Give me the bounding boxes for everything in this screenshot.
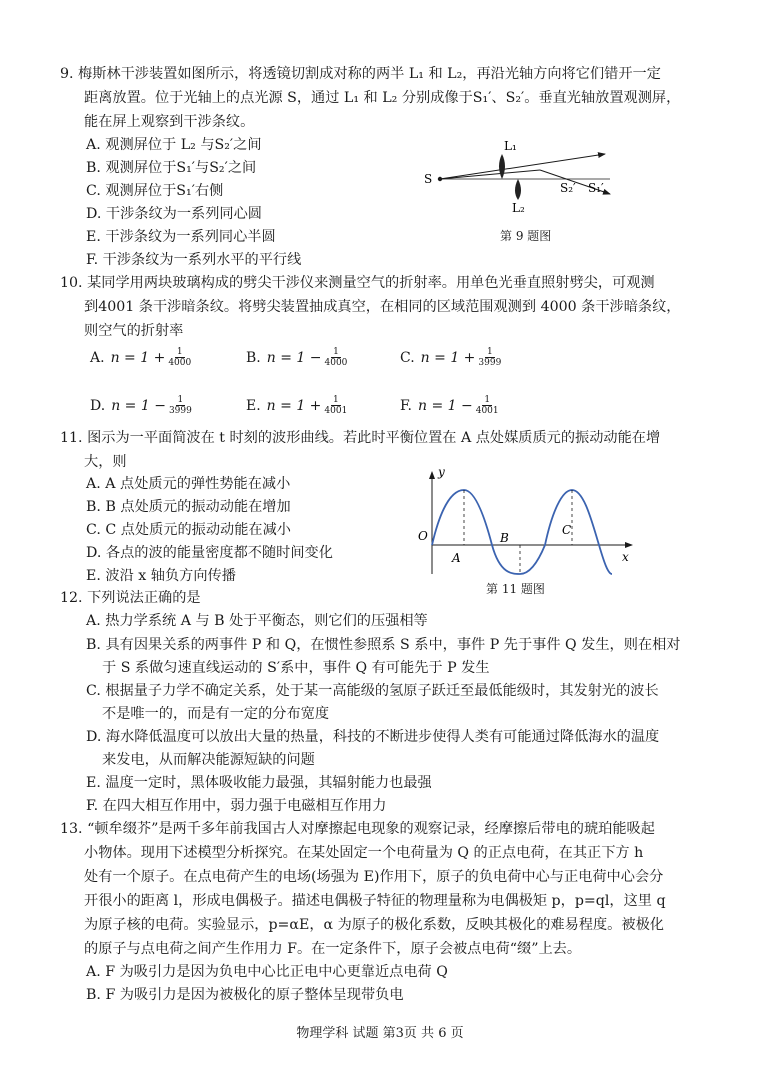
q11-figure-caption: 第 11 题图 bbox=[486, 582, 545, 596]
q13-stem-line-3: 处有一个原子。在点电荷产生的电场(场强为 E)作用下，原子的负电荷中心与正电荷中心会分 bbox=[84, 869, 664, 885]
label-l1: L₁ bbox=[504, 139, 517, 153]
q11-stem-line-2: 大，则 bbox=[84, 454, 127, 470]
lens-l2-icon bbox=[515, 179, 521, 200]
q11-option-b: B. B 点处质元的振动动能在增加 bbox=[86, 499, 291, 515]
fraction bbox=[168, 347, 191, 368]
q12-option-d-line-2: 来发电，从而解决能源短缺的问题 bbox=[102, 752, 315, 768]
q9-option-a: A. 观测屏位于 L₂ 与S₂′之间 bbox=[86, 137, 262, 153]
q9-figure-caption: 第 9 题图 bbox=[500, 229, 552, 243]
q10-option-e bbox=[246, 395, 347, 416]
option-label: B. bbox=[246, 349, 261, 366]
option-label: E. bbox=[246, 397, 261, 414]
q12-option-a: A. 热力学系统 A 与 B 处于平衡态，则它们的压强相等 bbox=[86, 613, 428, 629]
q10-option-b bbox=[246, 347, 347, 368]
q9-stem-line-3: 能在屏上观察到干涉条纹。 bbox=[84, 114, 255, 130]
source-point-icon bbox=[438, 177, 442, 181]
option-expression: n = 1 + bbox=[266, 397, 322, 414]
q13-stem-line-2: 小物体。现用下述模型分析探究。在某处固定一个电荷量为 Q 的正点电荷，在其正下方 h bbox=[84, 845, 644, 861]
label-s1-prime: S₁′ bbox=[588, 181, 604, 195]
q13-stem-line-6: 的原子与点电荷之间产生作用力 F。在一定条件下，原子会被点电荷“缀”上去。 bbox=[84, 941, 582, 957]
point-a-label: A bbox=[452, 551, 461, 565]
fraction bbox=[324, 395, 347, 416]
q11-option-e: E. 波沿 x 轴负方向传播 bbox=[86, 568, 236, 584]
fraction bbox=[478, 347, 501, 368]
q9-option-d: D. 干涉条纹为一系列同心圆 bbox=[86, 206, 262, 222]
q12-option-b-line-1: B. 具有因果关系的两事件 P 和 Q，在惯性参照系 S 系中，事件 P 先于事件 Q 发生，则在相对 bbox=[86, 637, 681, 653]
q13-option-a: A. F 为吸引力是因为负电中心比正电中心更靠近点电荷 Q bbox=[86, 964, 448, 980]
q9-option-f: F. 干涉条纹为一系列水平的平行线 bbox=[86, 252, 302, 268]
fraction-numerator: 1 bbox=[176, 347, 183, 357]
fraction-denominator: 3999 bbox=[168, 406, 192, 416]
q9-option-e: E. 干涉条纹为一系列同心半圆 bbox=[86, 229, 276, 245]
q9-option-b: B. 观测屏位于S₁′与S₂′之间 bbox=[86, 160, 257, 176]
option-label: A. bbox=[90, 349, 105, 366]
origin-label: O bbox=[418, 529, 428, 543]
option-label: D. bbox=[90, 397, 106, 414]
q11-option-a: A. A 点处质元的弹性势能在减小 bbox=[86, 476, 291, 492]
fraction-numerator: 1 bbox=[333, 395, 339, 405]
q13-stem-line-1: 13. “顿牟缀芥”是两千多年前我国古人对摩擦起电现象的观察记录，经摩擦后带电的琥珀能吸起 bbox=[60, 821, 655, 837]
option-expression: n = 1 + bbox=[110, 349, 166, 366]
fraction-numerator: 1 bbox=[487, 347, 493, 357]
point-b-label: B bbox=[500, 531, 509, 545]
point-c-label: C bbox=[562, 523, 572, 537]
q13-stem-line-5: 为原子核的电荷。实验显示，p=αE，α 为原子的极化系数，反映其极化的难易程度。被极化 bbox=[84, 917, 664, 933]
q9-option-c: C. 观测屏位于S₁′右侧 bbox=[86, 183, 224, 199]
fraction-denominator: 4000 bbox=[168, 358, 192, 368]
q12-option-d-line-1: D. 海水降低温度可以放出大量的热量，科技的不断进步使得人类有可能通过降低海水的温度 bbox=[86, 729, 660, 745]
q10-option-c bbox=[400, 347, 501, 368]
q10-stem-line-1: 10. 某同学用两块玻璃构成的劈尖干涉仪来测量空气的折射率。用单色光垂直照射劈尖，可观测 bbox=[60, 275, 655, 291]
axis-y-label: y bbox=[438, 465, 445, 479]
fraction-numerator: 1 bbox=[177, 395, 184, 405]
fraction-denominator: 4001 bbox=[475, 406, 499, 416]
q10-option-a bbox=[90, 347, 191, 368]
label-l2: L₂ bbox=[512, 201, 525, 215]
q9-figure-lens-diagram bbox=[420, 134, 630, 224]
lens-l1-icon bbox=[499, 154, 505, 179]
q10-stem-line-2: 到4001 条干涉暗条纹。将劈尖装置抽成真空，在相同的区域范围观测到 4000 条干涉暗条纹， bbox=[84, 299, 681, 315]
option-expression: n = 1 − bbox=[417, 397, 473, 414]
q10-option-d bbox=[90, 395, 192, 416]
fraction-denominator: 4000 bbox=[324, 358, 348, 368]
fraction-numerator: 1 bbox=[333, 347, 339, 357]
fraction bbox=[476, 395, 499, 416]
q9-stem-line-2: 距离放置。位于光轴上的点光源 S，通过 L₁ 和 L₂ 分别成像于S₁′、S₂′。垂直光轴放置观测屏， bbox=[84, 90, 681, 106]
q12-option-c-line-2: 不是唯一的，而是有一定的分布宽度 bbox=[102, 706, 330, 722]
q12-option-e: E. 温度一定时，黑体吸收能力最强，其辐射能力也最强 bbox=[86, 775, 432, 791]
q13-option-b: B. F 为吸引力是因为被极化的原子整体呈现带负电 bbox=[86, 987, 404, 1003]
fraction-numerator: 1 bbox=[484, 395, 491, 405]
q12-option-b-line-2: 于 S 系做匀速直线运动的 S′系中，事件 Q 有可能先于 P 发生 bbox=[102, 660, 490, 676]
option-label: F. bbox=[400, 397, 412, 414]
axis-x-label: x bbox=[622, 550, 629, 564]
option-expression: n = 1 − bbox=[111, 397, 166, 414]
label-s: S bbox=[424, 172, 433, 186]
fraction bbox=[169, 395, 192, 416]
q11-option-c: C. C 点处质元的振动动能在减小 bbox=[86, 522, 291, 538]
page-footer: 物理学科 试题 第3页 共 6 页 bbox=[296, 1026, 464, 1041]
q10-option-f bbox=[400, 395, 499, 416]
fraction bbox=[325, 347, 348, 368]
q11-stem-line-1: 11. 图示为一平面简波在 t 时刻的波形曲线。若此时平衡位置在 A 点处媒质质元的振动动能在增 bbox=[60, 430, 661, 446]
label-s2-prime: S₂′ bbox=[560, 181, 576, 195]
fraction-denominator: 3999 bbox=[478, 358, 502, 368]
q11-figure-wave-graph bbox=[412, 462, 637, 580]
q9-stem-line-1: 9. 梅斯林干涉装置如图所示，将透镜切割成对称的两半 L₁ 和 L₂，再沿光轴方向将它们错开一定 bbox=[60, 66, 661, 82]
option-expression: n = 1 + bbox=[420, 349, 476, 366]
q10-stem-line-3: 则空气的折射率 bbox=[84, 323, 184, 339]
q12-option-c-line-1: C. 根据量子力学不确定关系，处于某一高能级的氢原子跃迁至最低能级时，其发射光的波长 bbox=[86, 683, 659, 699]
q12-option-f: F. 在四大相互作用中，弱力强于电磁相互作用力 bbox=[86, 798, 387, 814]
q12-stem: 12. 下列说法正确的是 bbox=[60, 590, 201, 606]
q11-option-d: D. 各点的波的能量密度都不随时间变化 bbox=[86, 545, 333, 561]
option-label: C. bbox=[400, 349, 415, 366]
fraction-denominator: 4001 bbox=[324, 406, 348, 416]
q13-stem-line-4: 开很小的距离 l，形成电偶极子。描述电偶极子特征的物理量称为电偶极矩 p，p=ql，这里 q bbox=[84, 893, 666, 909]
option-expression: n = 1 − bbox=[266, 349, 322, 366]
